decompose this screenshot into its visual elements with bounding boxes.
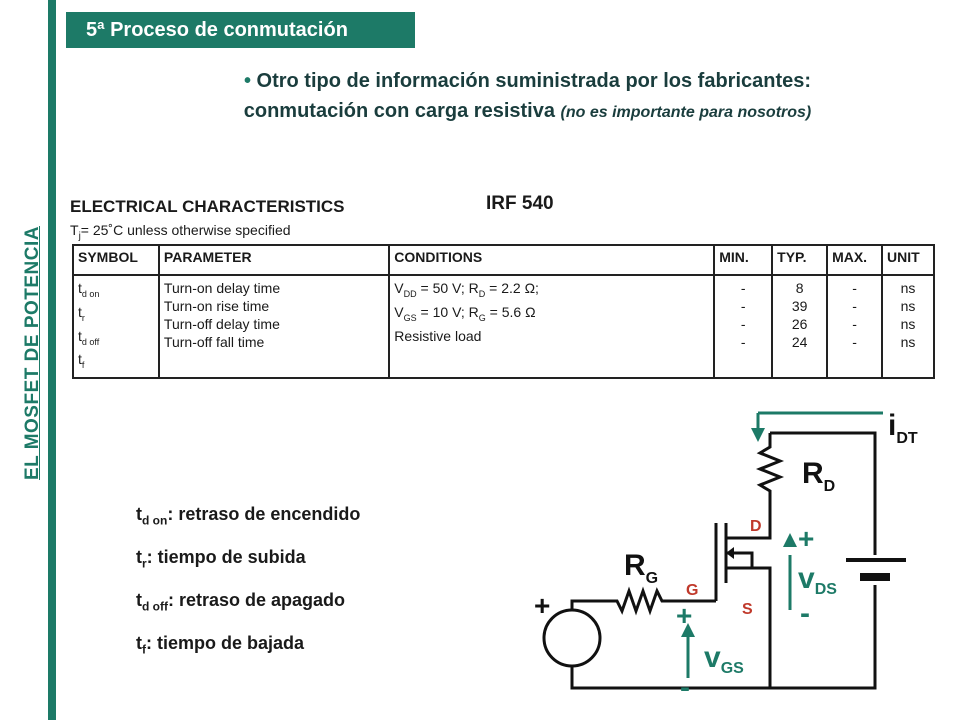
source-plus: +: [534, 590, 551, 621]
col-header-min: MIN.: [714, 245, 772, 275]
vgs-minus: -: [680, 671, 690, 704]
label-rg: $R_G$: [624, 549, 659, 587]
sidebar-bar: [48, 0, 56, 720]
current-arrow-icon: [751, 428, 765, 442]
typ-cell: 8 39 26 24: [772, 275, 827, 378]
col-header-conditions: CONDITIONS: [389, 245, 714, 275]
parameter-cell: Turn-on delay time Turn-on rise time Turn-off delay time Turn-off fall time: [159, 275, 389, 378]
conditions-cell: $V_{DD} = 50$ V; $R_D = 2.2$ Ω; $V_{GS} = 10$ V; $R_G = 5.6$ Ω Resistive load: [389, 275, 714, 378]
intro-note: (no es importante para nosotros): [560, 104, 812, 121]
intro-line2: conmutación con carga resistiva: [243, 100, 555, 122]
label-vgs: $v_{GS}$: [704, 641, 744, 677]
intro-text: [160, 66, 895, 128]
spec-subtitle: $T_j=$ 25˚C unless otherwise specified: [70, 222, 291, 242]
vgs-plus: +: [676, 600, 693, 631]
col-header-max: MAX.: [827, 245, 882, 275]
bullet: •: [243, 70, 251, 92]
spec-table: [72, 244, 935, 379]
label-idt: $i_{DT}$: [888, 409, 918, 447]
max-cell: - - - -: [827, 275, 882, 378]
label-vds: $v_{DS}$: [798, 562, 837, 598]
definitions-list: [136, 504, 360, 676]
sidebar-title: EL MOSFET DE POTENCIA: [22, 225, 43, 481]
drain-wire: [726, 501, 770, 538]
label-rd: $R_D$: [802, 457, 836, 495]
vds-plus: +: [798, 523, 815, 554]
unit-cell: ns ns ns ns: [882, 275, 934, 378]
rg-resistor: [608, 591, 670, 611]
col-header-unit: UNIT: [882, 245, 934, 275]
rd-resistor: [760, 433, 780, 501]
part-number: IRF 540: [486, 193, 554, 214]
pin-g-label: G: [686, 582, 699, 599]
symbol-cell: $t_{d on}$ $t_r$ $t_{d off}$ $t_f$: [73, 275, 159, 378]
min-cell: - - - -: [714, 275, 772, 378]
battery-long-plate: [846, 558, 906, 562]
table-row: [73, 275, 934, 378]
definition-item: $t_r$: tiempo de subida: [136, 547, 306, 571]
circuit-diagram: [520, 395, 940, 715]
col-header-parameter: PARAMETER: [159, 245, 389, 275]
input-wire: [572, 601, 608, 610]
spec-title: ELECTRICAL CHARACTERISTICS: [70, 197, 345, 216]
top-wire: [770, 433, 875, 555]
voltage-source: [544, 610, 600, 666]
section-tab: 5ª Proceso de conmutación: [66, 12, 415, 48]
pin-s-label: S: [742, 601, 753, 618]
vds-arrow-icon: [783, 533, 797, 547]
definition-item: $t_f$: tiempo de bajada: [136, 633, 305, 657]
col-header-typ: TYP.: [772, 245, 827, 275]
pin-d-label: D: [750, 518, 762, 535]
table-header-row: [73, 245, 934, 275]
battery-short-plate: [860, 573, 890, 581]
col-header-symbol: SYMBOL: [73, 245, 159, 275]
definition-item: $t_{d on}$: retraso de encendido: [136, 504, 361, 528]
intro-line1: Otro tipo de información suministrada por los fabricantes:: [256, 70, 812, 92]
vds-minus: -: [800, 597, 810, 630]
definition-item: $t_{d off}$: retraso de apagado: [136, 590, 346, 614]
